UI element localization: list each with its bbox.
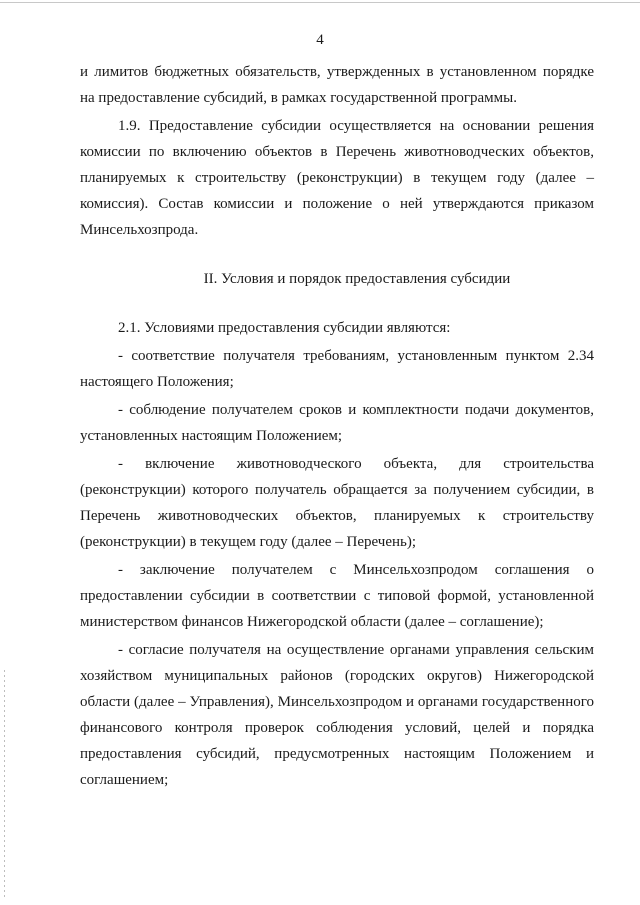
paragraph-1-9: 1.9. Предоставление субсидии осуществляется на основании решения комиссии по включению объектов в Перечень животноводческих объектов, планируемых к строительству (реконструкции) в текущем году (далее – комиссия). Состав комиссии и положение о ней утверждаются приказом Минсельхозпрода. <box>80 118 594 238</box>
top-edge-line <box>0 2 640 3</box>
condition-item: - согласие получателя на осуществление органами управления сельским хозяйством муниципальных районов (городских округов) Нижегородской области (далее – Управления), Минсельхозпродом и органами государственного финансового контроля проверок соблюдения условий, целей и порядка предоставления субсидий, предусмотренных настоящим Положением и соглашением; <box>80 642 594 788</box>
condition-item: - соблюдение получателем сроков и комплектности подачи документов, установленных настоящим Положением; <box>80 402 594 444</box>
paragraph-2-1: 2.1. Условиями предоставления субсидии являются: <box>118 320 451 336</box>
condition-item: - включение животноводческого объекта, для строительства (реконструкции) которого получатель обращается за получением субсидии, в Перечень животноводческих объектов, планируемых к строительству (реконструкции) в текущем году (далее – Перечень); <box>80 456 594 550</box>
section-heading: II. Условия и порядок предоставления субсидии <box>203 271 511 287</box>
paragraph-continuation: и лимитов бюджетных обязательств, утвержденных в установленном порядке на предоставление субсидий, в рамках государственной программы. <box>80 64 594 106</box>
condition-item: - соответствие получателя требованиям, установленным пунктом 2.34 настоящего Положения; <box>80 348 594 390</box>
scan-edge-mark <box>4 670 5 900</box>
condition-item: - заключение получателем с Минсельхозпродом соглашения о предоставлении субсидии в соответствии с типовой формой, установленной министерством финансов Нижегородской области (далее – соглашение); <box>80 562 594 630</box>
document-body <box>80 59 594 793</box>
page-number: 4 <box>316 32 324 48</box>
